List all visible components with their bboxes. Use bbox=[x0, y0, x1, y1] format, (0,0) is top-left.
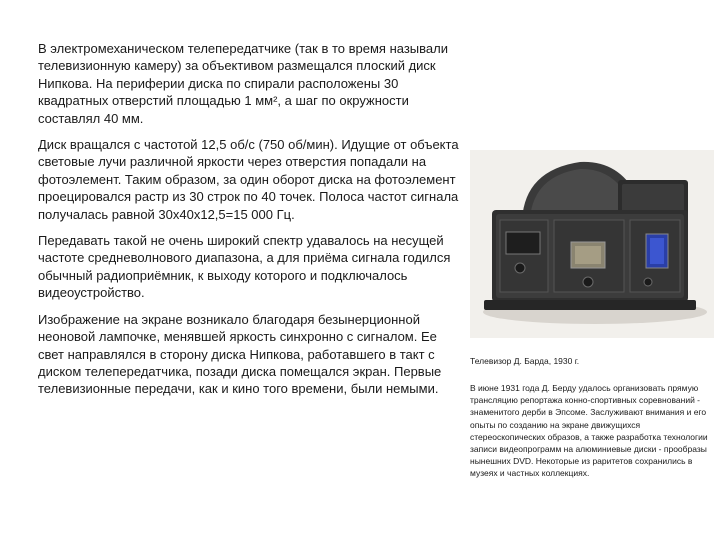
paragraph-4: Изображение на экране возникало благодаря безынерционной неоновой лампочке, менявшей яркость синхронно с сигналом. Ее свет направлялся в сторону диска Нипкова, работавшего в такт с диском телепередатчика, позади диска помещался экран. Первые телевизионные передачи, как и кино того времени, были немыми. bbox=[38, 311, 442, 397]
figure-description: В июне 1931 года Д. Берду удалось организовать прямую трансляцию репортажа конно-спортивных соревнований - знаменитого дерби в Эпсоме. Заслуживают внимания и его опыты по созданию на экране движущихся стереоскопических образов, а также разработка технологии записи видеопрограмм на алюминиевые диски - прообразы нынешних DVD. Некоторые из раритетов сохранились в музеях и частных коллекциях. bbox=[470, 383, 708, 479]
figure-caption: Телевизор Д. Барда, 1930 г. bbox=[470, 356, 580, 366]
paragraph-1: В электромеханическом телепередатчике (так в то время называли телевизионную камеру) за объективом размещался плоский диск Нипкова. На периферии диска по спирали расположены 30 квадратных отверстий площадью 1 мм², а шаг по окружности составлял 40 мм. bbox=[38, 41, 448, 126]
main-text-column bbox=[38, 40, 462, 407]
paragraph-3: Передавать такой не очень широкий спектр удавалось на несущей частоте средневолнового диапазона, а для приёма сигнала годился обычный радиоприёмник, к выходу которого и подключалось видеоустройство. bbox=[38, 233, 451, 301]
televisor-photo bbox=[470, 150, 714, 338]
paragraph-2: Диск вращался с частотой 12,5 об/с (750 об/мин). Идущие от объекта световые лучи различной яркости через отверстия попадали на фотоэлемент. Таким образом, за один оборот диска на фотоэлемент проецировался растр из 30 строк по 40 точек. Полоса частот сигнала получалась равной 30х40х12,5=15 000 Гц. bbox=[38, 137, 459, 222]
